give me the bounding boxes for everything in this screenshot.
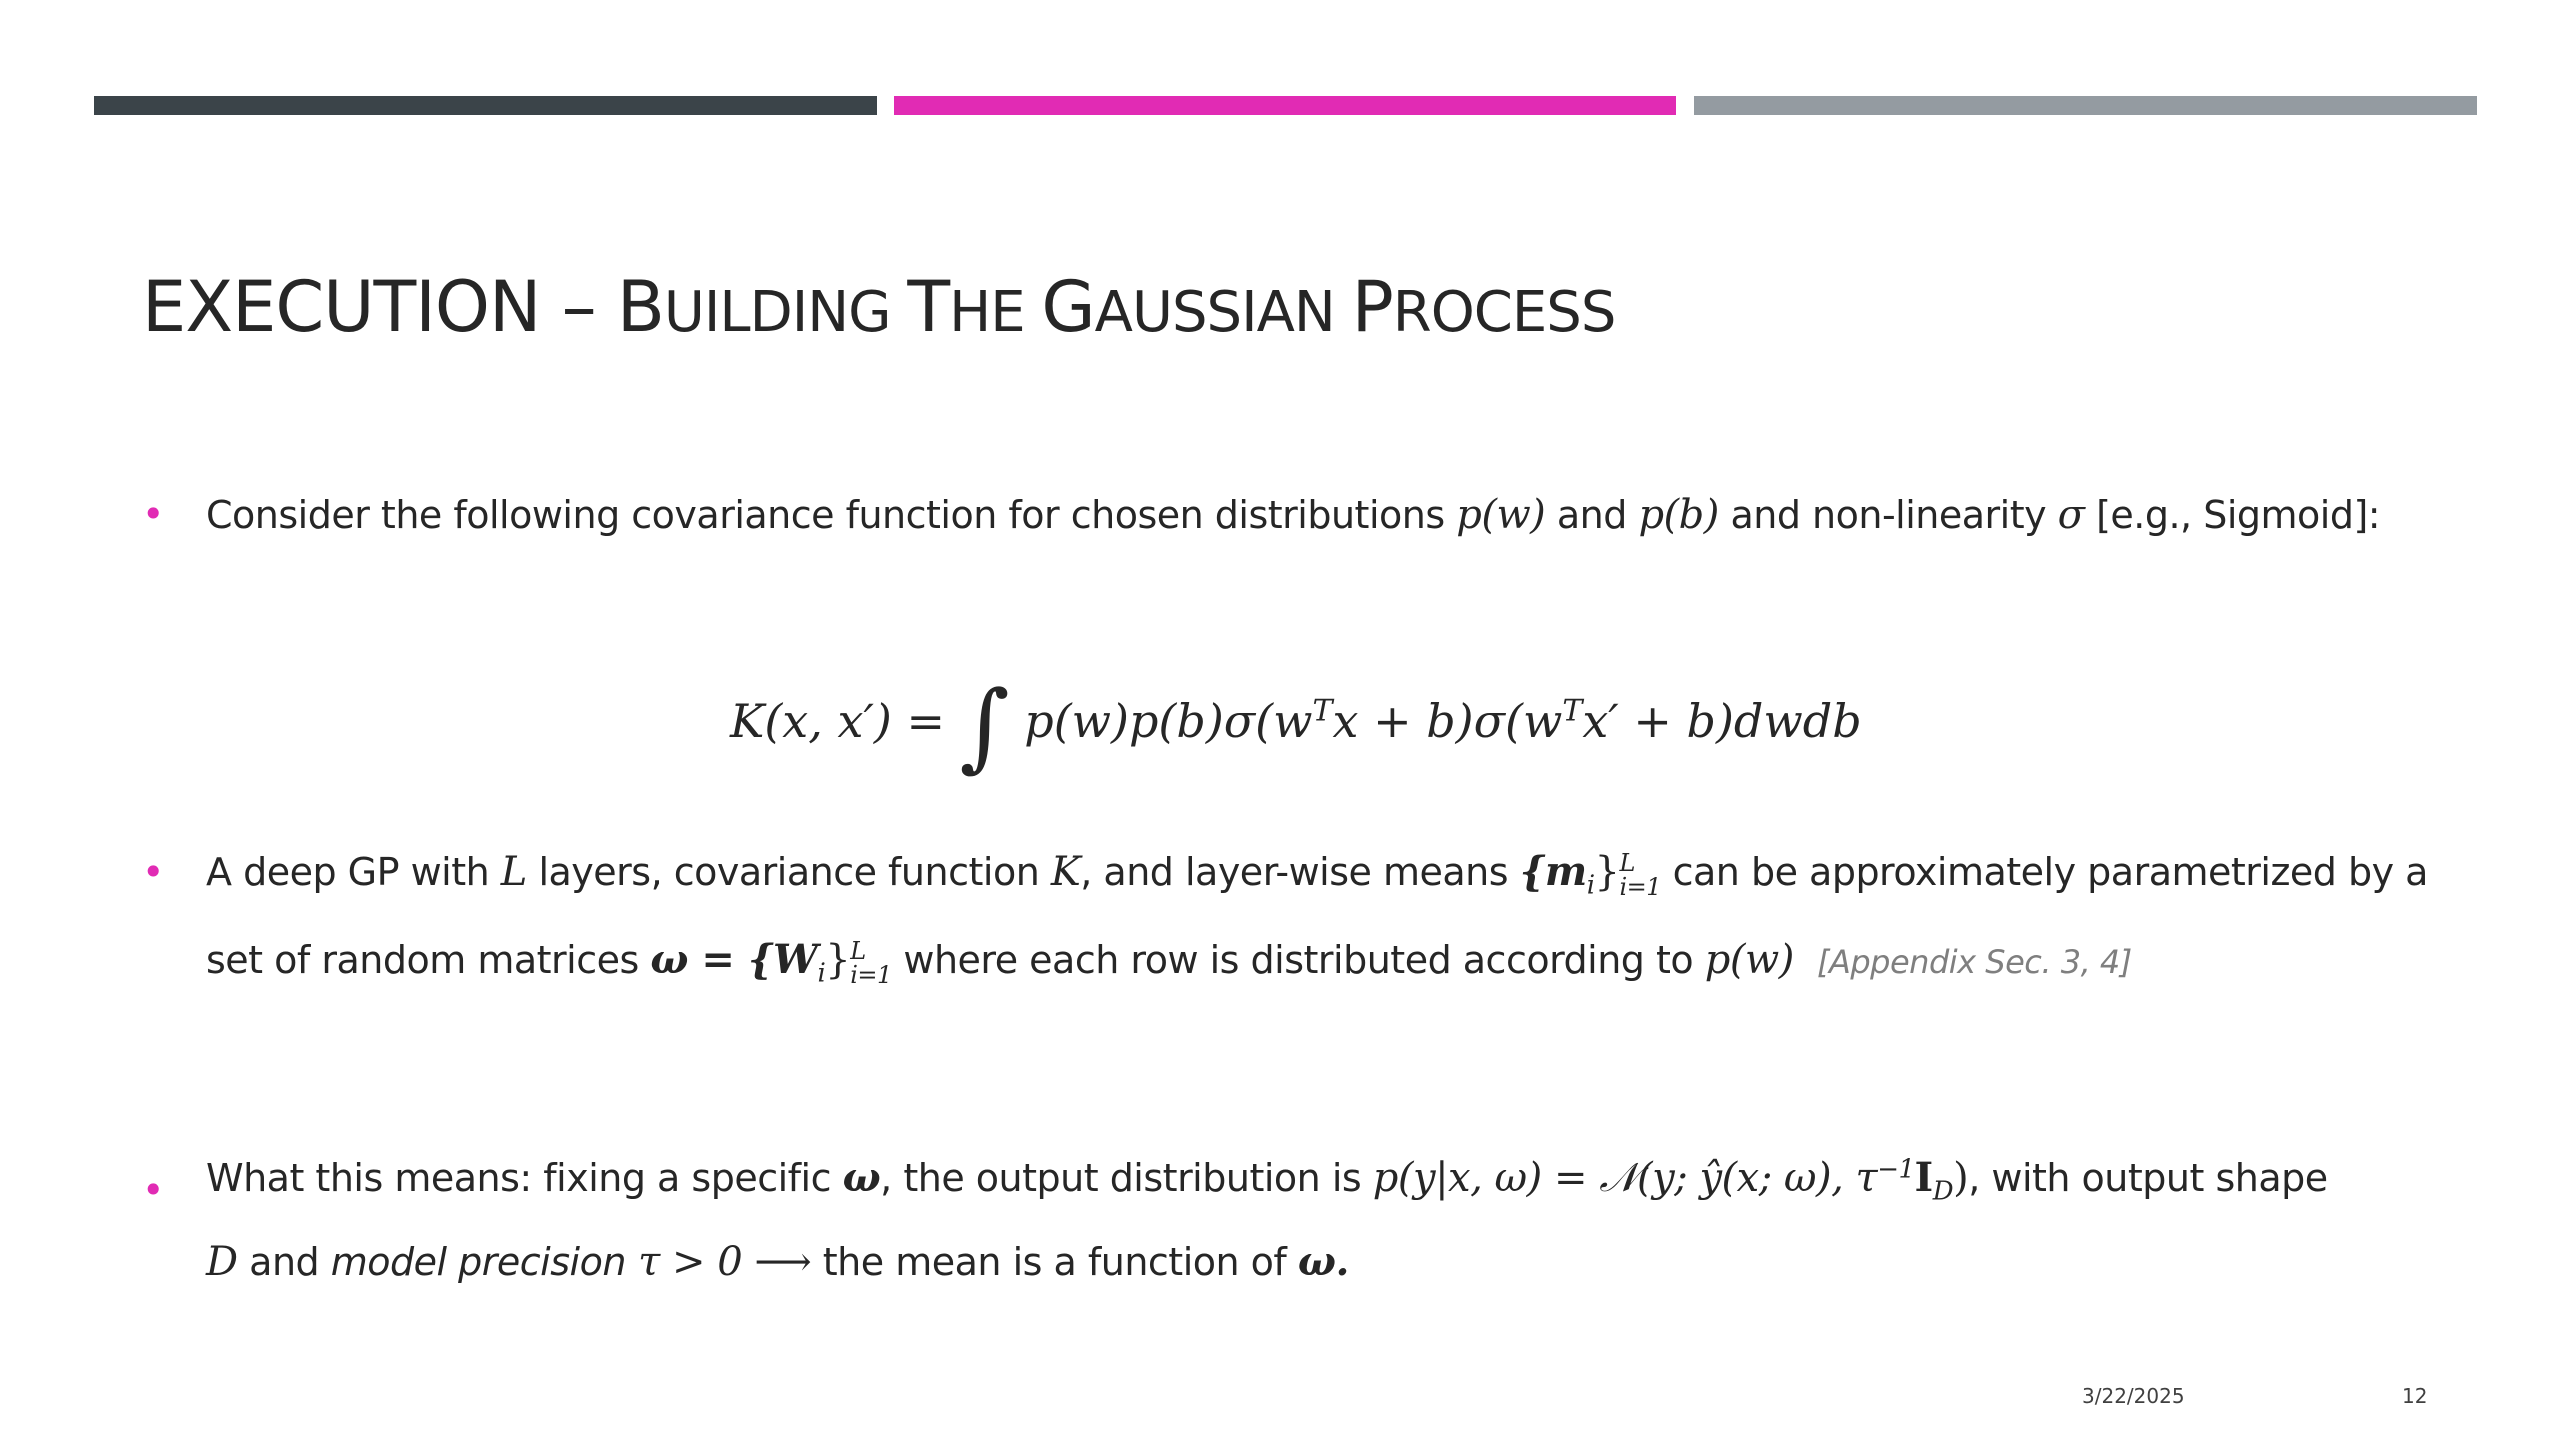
- bullet-marker: •: [142, 1168, 165, 1212]
- accent-bar-magenta: [894, 96, 1676, 115]
- slide-date: 3/22/2025: [2082, 1384, 2185, 1408]
- bullet-deep-gp-line2: set of random matrices $\omega = \{W_i\}$ L i=1 where each row is distributed according to p(w) [Appendix Sec. 3, 4]: [206, 936, 2132, 989]
- accent-bar-dark: [94, 96, 877, 115]
- accent-bar-gray: [1694, 96, 2477, 115]
- bullet-output-distribution-line2: D and model precision τ > 0 ⟶ the mean is a function of ω.: [206, 1238, 1349, 1285]
- appendix-citation: [Appendix Sec. 3, 4]: [1816, 943, 2132, 981]
- bullet-marker: •: [142, 850, 165, 894]
- bullet-output-distribution-line1: What this means: fixing a specific ω, the output distribution is p(y|x, ω) = 𝒩(y; ŷ(x; ω), $\tau^{-1}I_D$), with output shape: [206, 1154, 2328, 1207]
- bullet-deep-gp-line1: A deep GP with L layers, covariance function K, and layer-wise means $\{m_i\}$ L i=1 can be approximately parametrized by a: [206, 848, 2428, 901]
- slide-number: 12: [2402, 1384, 2428, 1408]
- bullet-covariance-intro: Consider the following covariance function for chosen distributions p(w) and p(b) and non-linearity σ [e.g., Sigmoid]:: [206, 492, 2381, 538]
- slide-title: EXECUTION – BUILDING THE GAUSSIAN PROCESS: [142, 266, 1616, 348]
- bullet-marker: •: [142, 492, 165, 536]
- covariance-equation: K(x, x′) = ∫ $p(w)p(b)\sigma(w^Tx + b)\sigma(w^Tx'$ + b)dwdb: [730, 670, 1862, 782]
